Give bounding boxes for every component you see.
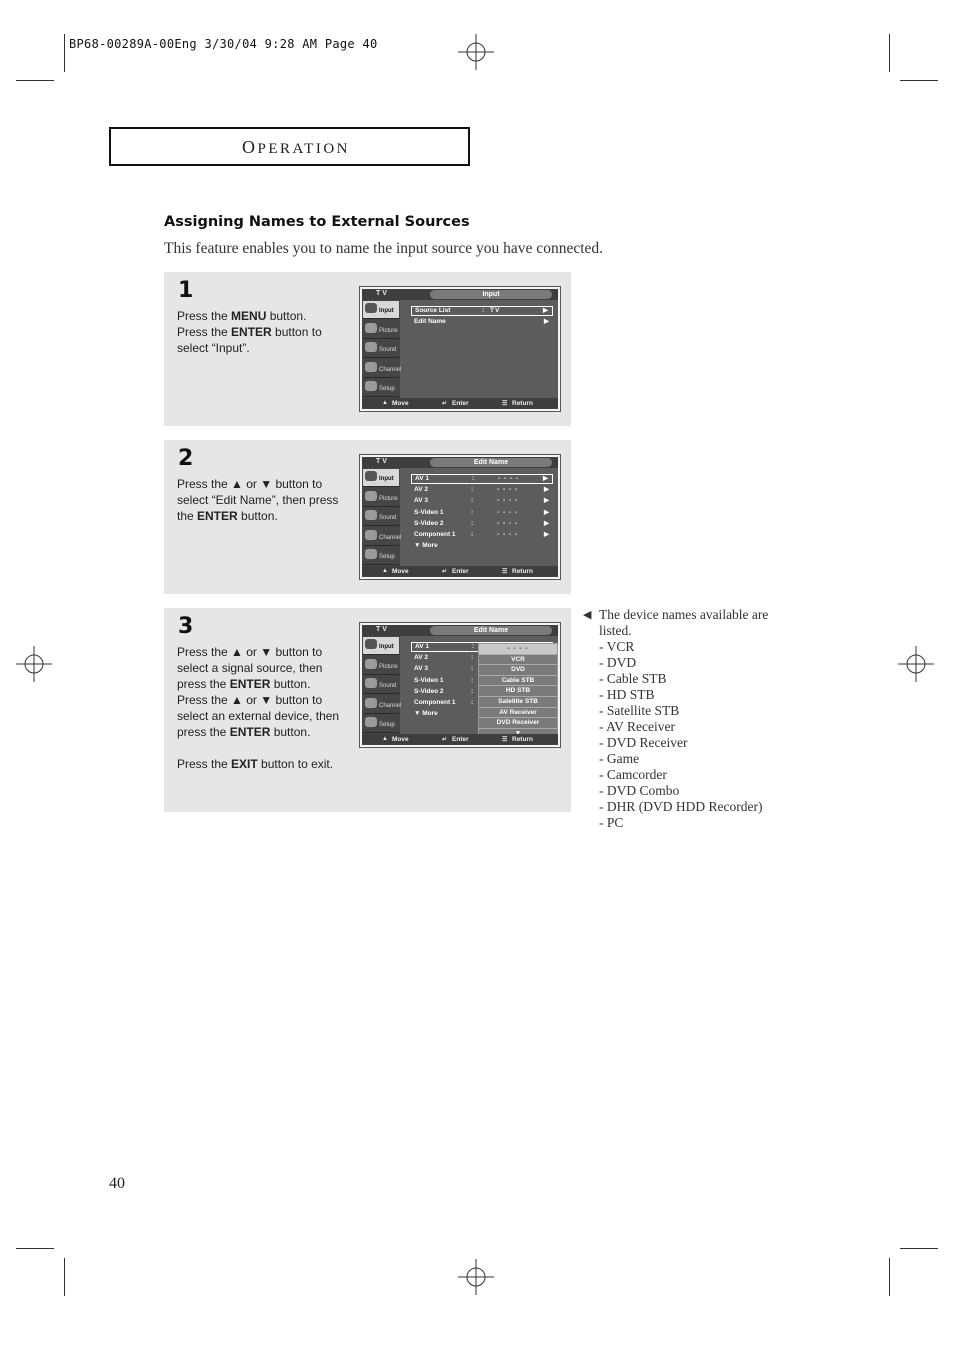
- channel-icon: [365, 698, 377, 708]
- menu-footer: [362, 398, 558, 409]
- registration-mark-left: [16, 646, 52, 682]
- updown-icon: ▲: [382, 568, 388, 574]
- return-icon: ☰: [502, 569, 508, 575]
- section-header-rest: PERATION: [257, 141, 351, 157]
- tv-menu-display: [362, 289, 558, 409]
- sidebar-item-channel[interactable]: [363, 696, 402, 714]
- device-list-item: - Cable STB: [599, 671, 667, 686]
- menu-row-value: - - - -: [497, 519, 519, 527]
- menu-row-label: S-Video 1: [414, 508, 444, 516]
- menu-row[interactable]: [411, 474, 553, 484]
- instruction-text: Press the ▲ or ▼ button to select “Edit Name”, then press the: [177, 477, 339, 523]
- menu-row-label: S-Video 1: [414, 676, 444, 684]
- button-name: ENTER: [229, 725, 271, 739]
- device-list-item: - PC: [599, 815, 624, 830]
- button-name: ENTER: [197, 509, 238, 523]
- note-intro: The device names available are listed.: [599, 607, 769, 638]
- menu-row-label: AV 2: [414, 654, 428, 662]
- menu-row[interactable]: [411, 541, 553, 551]
- dropdown-option[interactable]: HD STB: [479, 686, 557, 697]
- tv-menu-display: [362, 625, 558, 745]
- menu-row-label: Edit Name: [414, 318, 446, 326]
- menu-row[interactable]: [411, 496, 553, 506]
- sidebar-item-setup[interactable]: [363, 547, 399, 565]
- sidebar-item-sound[interactable]: [363, 676, 399, 694]
- sidebar-item-label: Setup: [379, 386, 395, 392]
- sidebar-item-label: Channel: [379, 702, 402, 709]
- channel-icon: [365, 530, 377, 540]
- menu-row-separator: :: [471, 676, 474, 684]
- tv-label: T V: [376, 458, 387, 465]
- sidebar-item-label: Sound: [379, 683, 397, 689]
- device-list-item: - Game: [599, 751, 640, 766]
- instruction-text: Press the: [177, 309, 232, 323]
- enter-icon: ↵: [442, 401, 448, 407]
- tv-label: T V: [376, 290, 387, 297]
- device-list-item: - DVD: [599, 655, 637, 670]
- menu-row-value: TV: [490, 307, 501, 314]
- print-slug: BP68-00289A-00Eng 3/30/04 9:28 AM Page 40: [69, 37, 378, 51]
- menu-row-separator: :: [471, 486, 474, 494]
- sidebar-item-label: Sound: [379, 347, 397, 353]
- sidebar-item-picture[interactable]: [363, 321, 399, 339]
- arrow-right-icon: ▶: [544, 508, 549, 516]
- note-marker-icon: ◀: [583, 609, 592, 621]
- menu-row-label: AV 3: [414, 497, 428, 505]
- step-panel-3: [164, 608, 571, 812]
- menu-row[interactable]: [411, 306, 553, 316]
- step-number: 2: [178, 446, 194, 471]
- tv-menu-display: [362, 457, 558, 577]
- return-icon: ☰: [502, 737, 508, 743]
- tv-label: T V: [376, 626, 387, 633]
- menu-row-separator: :: [471, 687, 474, 695]
- menu-row-label: Component 1: [414, 699, 456, 706]
- arrow-right-icon: ▶: [544, 519, 549, 527]
- page-number: 40: [109, 1175, 125, 1192]
- dropdown-option[interactable]: - - - -: [479, 644, 557, 655]
- menu-header: [362, 457, 558, 468]
- instruction-text: button to exit.: [257, 757, 334, 771]
- button-name: MENU: [231, 309, 267, 323]
- sidebar-item-label: Picture: [379, 495, 398, 502]
- enter-icon: ↵: [442, 737, 448, 743]
- arrow-right-icon: ▶: [543, 307, 548, 314]
- menu-header: [362, 289, 558, 300]
- picture-icon: [365, 491, 377, 501]
- instruction-paragraph: [177, 476, 355, 524]
- device-list-item: - DVD Receiver: [599, 735, 688, 750]
- menu-row-separator: :: [471, 519, 474, 527]
- button-name: EXIT: [231, 757, 258, 771]
- intro-text: This feature enables you to name the input source you have connected.: [164, 240, 604, 257]
- sidebar-item-label: Channel: [379, 366, 402, 373]
- step-panel-1: [164, 272, 571, 426]
- registration-mark-right: [898, 646, 934, 682]
- menu-row-separator: :: [472, 475, 475, 482]
- input-icon: [365, 303, 377, 313]
- updown-icon: ▲: [382, 400, 388, 406]
- channel-icon: [365, 362, 377, 372]
- menu-row-value: - - - -: [498, 475, 520, 482]
- menu-row[interactable]: [411, 519, 553, 529]
- sound-icon: [365, 678, 377, 688]
- instruction-text: button.: [237, 509, 278, 523]
- sidebar-item-label: Picture: [379, 663, 398, 670]
- menu-sidebar: [362, 468, 400, 566]
- footer-enter-label: Enter: [452, 568, 469, 575]
- sidebar-item-sound[interactable]: [363, 508, 399, 526]
- sidebar-item-label: Input: [379, 308, 394, 314]
- menu-row-label: AV 3: [414, 665, 428, 673]
- menu-row-value: - - - -: [497, 531, 519, 538]
- sidebar-item-label: Input: [379, 476, 394, 482]
- updown-icon: ▲: [382, 736, 388, 742]
- picture-icon: [365, 659, 377, 669]
- sidebar-item-label: Setup: [379, 722, 395, 728]
- menu-row[interactable]: [411, 530, 553, 540]
- step-instructions: [177, 308, 355, 356]
- sidebar-item-label: Sound: [379, 515, 397, 521]
- menu-title: Edit Name: [430, 626, 552, 635]
- menu-footer: [362, 734, 558, 745]
- menu-sidebar: [362, 636, 400, 734]
- button-name: ENTER: [229, 677, 271, 691]
- input-icon: [365, 471, 377, 481]
- menu-row-value: - - - -: [497, 497, 519, 505]
- menu-title: Input: [430, 290, 552, 299]
- instruction-text: button.: [270, 677, 311, 691]
- menu-row-separator: :: [471, 699, 474, 706]
- device-list-item: - VCR: [599, 639, 635, 654]
- dropdown-option[interactable]: VCR: [479, 655, 557, 666]
- footer-enter-label: Enter: [452, 736, 469, 743]
- footer-enter-label: Enter: [452, 400, 469, 407]
- menu-header: [362, 625, 558, 636]
- section-header: [242, 137, 350, 158]
- sound-icon: [365, 510, 377, 520]
- setup-icon: [365, 549, 377, 559]
- menu-row-label: Source List: [415, 307, 451, 314]
- registration-mark-bottom: [458, 1259, 494, 1295]
- dropdown-option[interactable]: Cable STB: [479, 676, 557, 687]
- menu-row[interactable]: [411, 508, 553, 518]
- registration-mark-top: [458, 34, 494, 70]
- menu-row-label: AV 1: [415, 475, 429, 482]
- tv-menu-screen: [359, 622, 561, 748]
- instruction-text: Press the ▲ or ▼ button to select an external device, then press the: [177, 693, 340, 739]
- step-panel-2: [164, 440, 571, 594]
- menu-footer: [362, 566, 558, 577]
- menu-row-separator: :: [472, 643, 475, 650]
- sidebar-item-sound[interactable]: [363, 340, 399, 358]
- device-list-item: - Satellite STB: [599, 703, 680, 718]
- sidebar-item-picture[interactable]: [363, 489, 399, 507]
- menu-row-label: S-Video 2: [414, 687, 444, 695]
- device-list-item: - AV Receiver: [599, 719, 675, 734]
- sidebar-item-channel[interactable]: [363, 360, 402, 378]
- enter-icon: ↵: [442, 569, 448, 575]
- arrow-right-icon: ▶: [544, 318, 549, 326]
- instruction-text: Press the: [177, 757, 232, 771]
- menu-row-separator: :: [471, 654, 474, 662]
- footer-return-label: Return: [512, 736, 533, 743]
- instruction-text: button.: [270, 725, 311, 739]
- menu-sidebar: [362, 300, 400, 398]
- arrow-right-icon: ▶: [543, 475, 548, 482]
- device-dropdown[interactable]: [478, 643, 558, 740]
- menu-row-value: - - - -: [497, 486, 519, 494]
- return-icon: ☰: [502, 401, 508, 407]
- menu-row-separator: :: [471, 508, 474, 516]
- device-list-item: - DHR (DVD HDD Recorder): [599, 799, 763, 814]
- footer-move-label: Move: [392, 400, 409, 407]
- sidebar-item-label: Channel: [379, 534, 402, 541]
- menu-row-label: ▼ More: [414, 542, 438, 550]
- sidebar-item-setup[interactable]: [363, 715, 399, 733]
- footer-return-label: Return: [512, 400, 533, 407]
- menu-row-separator: :: [471, 531, 474, 538]
- device-list-item: - DVD Combo: [599, 783, 680, 798]
- step-instructions: [177, 644, 355, 772]
- section-header-cap: O: [242, 137, 258, 157]
- footer-move-label: Move: [392, 568, 409, 575]
- menu-row[interactable]: [411, 485, 553, 495]
- input-icon: [365, 639, 377, 649]
- instruction-paragraph: [177, 324, 355, 356]
- sidebar-item-label: Input: [379, 644, 394, 650]
- instruction-text: Press the: [177, 325, 232, 339]
- arrow-right-icon: ▶: [544, 497, 549, 505]
- menu-row-label: ▼ More: [414, 710, 438, 718]
- instruction-text: button to select “Input”.: [177, 325, 322, 355]
- tv-menu-screen: [359, 286, 561, 412]
- picture-icon: [365, 323, 377, 333]
- sidebar-item-input[interactable]: [363, 301, 399, 319]
- menu-row-value: - - - -: [497, 508, 519, 516]
- menu-row[interactable]: [411, 317, 553, 327]
- instruction-paragraph: [177, 644, 355, 692]
- sidebar-item-setup[interactable]: [363, 379, 399, 397]
- setup-icon: [365, 381, 377, 391]
- button-name: ENTER: [231, 325, 272, 339]
- dropdown-option[interactable]: AV Receiver: [479, 708, 557, 719]
- sidebar-item-picture[interactable]: [363, 657, 399, 675]
- instruction-text: button.: [266, 309, 307, 323]
- menu-row-label: AV 1: [415, 643, 429, 650]
- section-title: Assigning Names to External Sources: [164, 214, 470, 230]
- instruction-paragraph: [177, 692, 355, 740]
- footer-move-label: Move: [392, 736, 409, 743]
- device-list-item: - HD STB: [599, 687, 655, 702]
- step-instructions: [177, 476, 355, 524]
- dropdown-option[interactable]: Satellite STB: [479, 697, 557, 708]
- menu-title: Edit Name: [430, 458, 552, 467]
- instruction-paragraph: [177, 308, 355, 324]
- menu-row-separator: :: [471, 665, 474, 673]
- step-number: 3: [178, 614, 194, 639]
- menu-row-separator: :: [471, 497, 474, 505]
- menu-row-separator: :: [482, 307, 485, 314]
- sidebar-item-label: Picture: [379, 327, 398, 334]
- setup-icon: [365, 717, 377, 727]
- dropdown-option[interactable]: DVD: [479, 665, 557, 676]
- sidebar-item-input[interactable]: [363, 637, 399, 655]
- device-list: [599, 639, 789, 831]
- menu-row-label: S-Video 2: [414, 519, 444, 527]
- sidebar-item-channel[interactable]: [363, 528, 402, 546]
- instruction-paragraph: [177, 740, 355, 756]
- instruction-paragraph: [177, 756, 355, 772]
- dropdown-option[interactable]: DVD Receiver: [479, 718, 557, 729]
- menu-row-label: AV 2: [414, 486, 428, 494]
- tv-menu-screen: [359, 454, 561, 580]
- sidebar-item-input[interactable]: [363, 469, 399, 487]
- sidebar-item-label: Setup: [379, 554, 395, 560]
- arrow-right-icon: ▶: [544, 486, 549, 494]
- menu-row-label: Component 1: [414, 531, 456, 538]
- sound-icon: [365, 342, 377, 352]
- footer-return-label: Return: [512, 568, 533, 575]
- arrow-right-icon: ▶: [544, 531, 549, 538]
- instruction-text: Press the ▲ or ▼ button to select a signal source, then press the: [177, 645, 323, 691]
- device-list-item: - Camcorder: [599, 767, 667, 782]
- step-number: 1: [178, 278, 194, 303]
